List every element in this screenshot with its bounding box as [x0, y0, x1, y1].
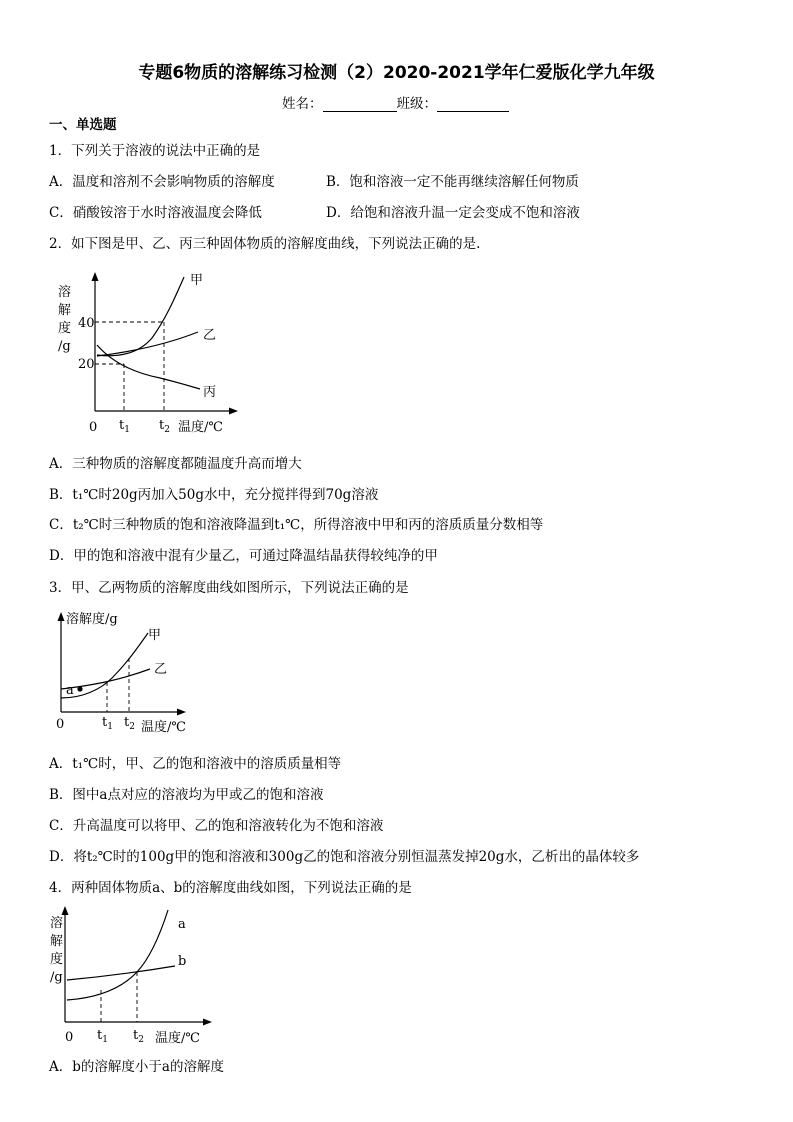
q1-option-c: C．硝酸铵溶于水时溶液温度会降低	[49, 205, 262, 221]
q2-label-yi: 乙	[203, 328, 217, 343]
q4-label-a: a	[178, 917, 186, 932]
q3-option-b: B．图中a点对应的溶液均为甲或乙的饱和溶液	[49, 787, 324, 803]
section-heading: 一、单选题	[49, 117, 117, 133]
q1-option-b: B．饱和溶液一定不能再继续溶解任何物质	[326, 174, 579, 190]
q4-option-a: A．b的溶解度小于a的溶解度	[49, 1059, 224, 1075]
q2-option-a: A．三种物质的溶解度都随温度升高而增大	[49, 456, 302, 472]
q2-tick-20: 20	[78, 357, 95, 372]
class-label: 班级：	[396, 96, 437, 112]
q2-tick-40: 40	[78, 316, 95, 331]
q2-option-d: D．甲的饱和溶液中混有少量乙，可通过降温结晶获得较纯净的甲	[49, 548, 438, 564]
page-title: 专题6物质的溶解练习检测（2）2020-2021学年仁爱版化学九年级	[138, 63, 655, 83]
q3-xlabel: 温度/℃	[141, 720, 186, 735]
q4-t1: $t_1$	[97, 1028, 108, 1045]
q2-xlabel: 温度/℃	[178, 420, 223, 435]
q4-ylabel-2: 解	[50, 934, 64, 949]
q3-stem: 3．甲、乙两物质的溶解度曲线如图所示，下列说法正确的是	[49, 580, 409, 596]
q4-ylabel-3: 度	[50, 952, 64, 967]
q1-option-d: D．给饱和溶液升温一定会变成不饱和溶液	[326, 205, 580, 221]
q2-option-b: B．t₁℃时20g丙加入50g水中，充分搅拌得到70g溶液	[49, 487, 379, 503]
q2-t1: $t_1$	[119, 418, 130, 435]
q2-ylabel-1: 溶	[58, 285, 72, 300]
q2-ylabel-3: 度	[58, 321, 72, 336]
q2-stem: 2．如下图是甲、乙、丙三种固体物质的溶解度曲线，下列说法正确的是.	[49, 236, 481, 252]
q4-ylabel-1: 溶	[50, 916, 64, 931]
q3-option-a: A．t₁℃时，甲、乙的饱和溶液中的溶质质量相等	[49, 756, 342, 772]
q3-ylabel: 溶解度/g	[66, 612, 118, 627]
q4-stem: 4．两种固体物质a、b的溶解度曲线如图，下列说法正确的是	[49, 880, 412, 896]
q1-stem: 1．下列关于溶液的说法中正确的是	[49, 143, 261, 159]
q4-y-arrow	[62, 906, 69, 915]
q3-option-c: C．升高温度可以将甲、乙的饱和溶液转化为不饱和溶液	[49, 818, 384, 834]
q3-t1: $t_1$	[102, 715, 113, 732]
q2-ylabel-2: 解	[58, 303, 72, 318]
q1-option-a: A．温度和溶剂不会影响物质的溶解度	[49, 174, 275, 190]
q2-origin: 0	[89, 420, 98, 435]
q2-ylabel-4: /g	[58, 339, 71, 354]
q4-curve-a	[67, 910, 168, 1000]
q4-curve-b	[67, 966, 175, 980]
q2-option-c: C．t₂℃时三种物质的饱和溶液降温到t₁℃，所得溶液中甲和丙的溶质质量分数相等	[49, 517, 544, 533]
q2-label-bing: 丙	[203, 385, 217, 400]
q3-label-yi: 乙	[154, 662, 168, 677]
name-label: 姓名：	[282, 96, 323, 112]
q3-t2: $t_2$	[124, 715, 135, 732]
q3-label-jia: 甲	[148, 628, 162, 643]
q4-origin: 0	[65, 1030, 74, 1045]
q4-xlabel: 温度/℃	[155, 1031, 200, 1046]
q3-label-a: a	[66, 683, 74, 698]
q4-ylabel-4: /g	[50, 970, 63, 985]
q4-t2: $t_2$	[133, 1028, 144, 1045]
q4-label-b: b	[178, 954, 187, 969]
q4-x-arrow	[203, 1019, 212, 1026]
q3-option-d: D．将t₂℃时的100g甲的饱和溶液和300g乙的饱和溶液分别恒温蒸发掉20g水，乙析出的晶体较多	[49, 849, 640, 865]
q3-origin: 0	[56, 717, 65, 732]
q2-t2: $t_2$	[159, 418, 170, 435]
q2-label-jia: 甲	[190, 273, 204, 288]
